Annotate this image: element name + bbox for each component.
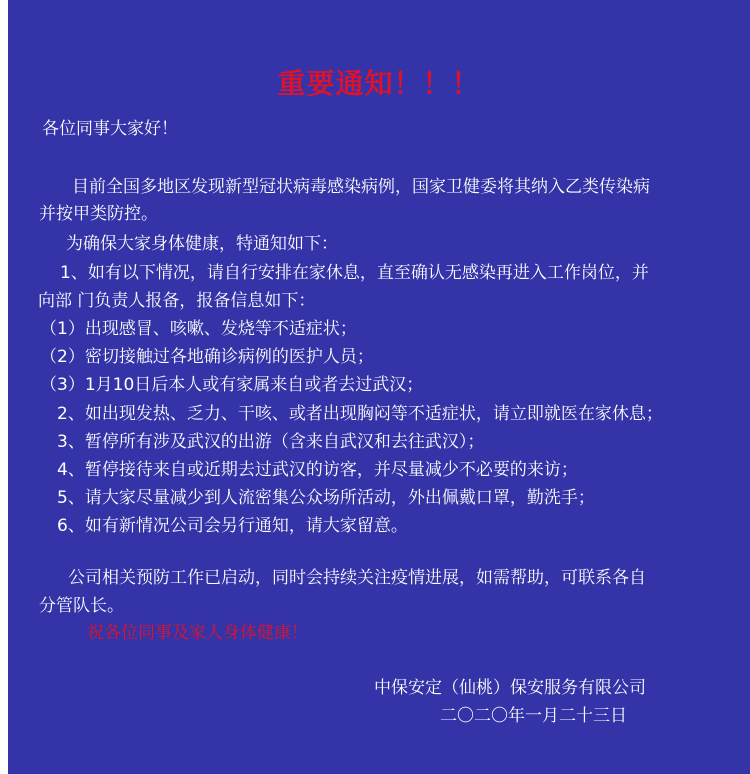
notice-panel (8, 0, 750, 774)
greeting: 各位同事大家好！ (42, 119, 178, 139)
item-1-line-1: 1、如有以下情况，请自行安排在家休息，直至确认无感染再进入工作岗位，并 (60, 263, 649, 283)
item-5: 5、请大家尽量减少到人流密集公众场所活动，外出佩戴口罩，勤洗手； (57, 488, 595, 508)
company-name: 中保安定（仙桃）保安服务有限公司 (374, 678, 646, 698)
closing-line-1: 公司相关预防工作已启动，同时会持续关注疫情进展，如需帮助，可联系各自 (68, 568, 646, 588)
item-3: 3、暂停所有涉及武汉的出游（含来自武汉和去往武汉）； (57, 432, 485, 452)
item-1-line-2: 向部 门负责人报备，报备信息如下： (38, 291, 316, 311)
sub-item-1: （1）出现感冒、咳嗽、发烧等不适症状； (40, 319, 357, 339)
closing-line-2: 分管队长。 (39, 596, 124, 616)
sub-item-2: （2）密切接触过各地确诊病例的医护人员； (40, 347, 374, 367)
intro-line-1: 目前全国多地区发现新型冠状病毒感染病例，国家卫健委将其纳入乙类传染病 (72, 177, 650, 197)
notice-title: 重要通知！！！ (277, 67, 481, 100)
intro-line-2: 并按甲类防控。 (39, 204, 158, 224)
sub-item-3: （3）1月10日后本人或有家属来自或者去过武汉； (40, 375, 424, 395)
item-2: 2、如出现发热、乏力、干咳、或者出现胸闷等不适症状，请立即就医在家休息； (57, 404, 663, 424)
item-6: 6、如有新情况公司会另行通知，请大家留意。 (57, 516, 408, 536)
notice-date: 二〇二〇年一月二十三日 (440, 706, 627, 726)
lead-line: 为确保大家身体健康，特通知如下： (66, 234, 338, 254)
item-4: 4、暂停接待来自或近期去过武汉的访客，并尽量减少不必要的来访； (57, 460, 578, 480)
wishes-line: 祝各位同事及家人身体健康！ (87, 623, 308, 643)
